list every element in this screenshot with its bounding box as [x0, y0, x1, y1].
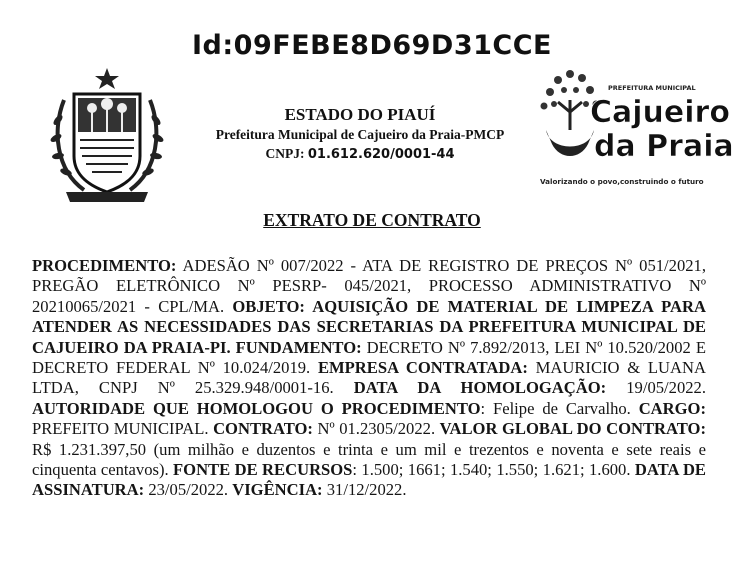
contrato-value: Nº 01.2305/2022.: [312, 419, 440, 439]
document-id: Id:09FEBE8D69D31CCE: [192, 30, 552, 61]
contract-extract-body: [32, 256, 706, 501]
empresa-label: EMPRESA CONTRATADA:: [317, 358, 528, 378]
fundamento-label: FUNDAMENTO:: [235, 337, 362, 357]
cnpj-value: 01.612.620/0001-44: [307, 147, 455, 162]
cargo-value: PREFEITO MUNICIPAL.: [32, 419, 214, 439]
valor-value: R$ 1.231.397,50 (um milhão e duzentos e trinta e um mil e trezentos e noventa e sete reais e cinquenta centavos).: [32, 439, 706, 480]
contrato-label: CONTRATO:: [213, 419, 313, 439]
cargo-label: CARGO:: [638, 398, 706, 418]
logo-small-text: PREFEITURA MUNICIPAL: [608, 84, 696, 92]
valor-label: VALOR GLOBAL DO CONTRATO:: [439, 419, 706, 439]
prefeitura-name: Prefeitura Municipal de Cajueiro da Praia-PMCP: [215, 127, 505, 142]
logo-tagline: Valorizando o povo,construindo o futuro: [540, 177, 704, 186]
document-title: EXTRATO DE CONTRATO: [263, 210, 481, 230]
vigencia-label: VIGÊNCIA:: [232, 480, 323, 500]
header-block: [180, 104, 540, 165]
fonte-label: FONTE DE RECURSOS: [173, 460, 353, 480]
data-assinatura-label: DATA DE ASSINATURA:: [32, 460, 706, 500]
procedimento-label: PROCEDIMENTO:: [32, 256, 177, 275]
cajueiro-logo: [530, 60, 734, 192]
cnpj-line: [180, 144, 540, 165]
data-assinatura-value: 23/05/2022.: [144, 480, 233, 500]
state-coat-of-arms-icon: [44, 60, 170, 210]
autoridade-value: : Felipe de Carvalho.: [480, 398, 639, 418]
logo-line1: Cajueiro: [590, 95, 730, 130]
data-homologacao-label: DATA DA HOMOLOGAÇÃO:: [353, 378, 607, 398]
state-name: ESTADO DO PIAUÍ: [284, 105, 436, 124]
cnpj-label: CNPJ:: [265, 146, 308, 161]
objeto-label: OBJETO: [232, 296, 300, 316]
fonte-value: : 1.500; 1661; 1.540; 1.550; 1.621; 1.600.: [352, 460, 635, 480]
fundamento-value: DECRETO Nº 7.892/2013, LEI Nº 10.520/2002 E DECRETO FEDERAL Nº 10.024/2019.: [32, 337, 706, 378]
data-homologacao-value: 19/05/2022.: [606, 378, 706, 398]
objeto-value: : AQUISIÇÃO DE MATERIAL DE LIMPEZA PARA ATENDER AS NECESSIDADES DAS SECRETARIAS DA PREFEITURA MUNICIPAL DE CAJUEIRO DA PRAIA-PI.: [32, 296, 706, 357]
logo-line2: da Praia: [594, 129, 734, 164]
autoridade-label: AUTORIDADE QUE HOMOLOGOU O PROCEDIMENTO: [32, 398, 481, 418]
vigencia-value: 31/12/2022.: [322, 480, 407, 500]
empresa-value: MAURICIO & LUANA LTDA, CNPJ Nº 25.329.948/0001-16.: [32, 358, 706, 398]
procedimento-value: ADESÃO Nº 007/2022 - ATA DE REGISTRO DE PREÇOS Nº 051/2021, PREGÃO ELETRÔNICO Nº PESRP- 045/2021, PROCESSO ADMINISTRATIVO Nº 20210065/2021 - CPL/MA.: [32, 256, 706, 316]
